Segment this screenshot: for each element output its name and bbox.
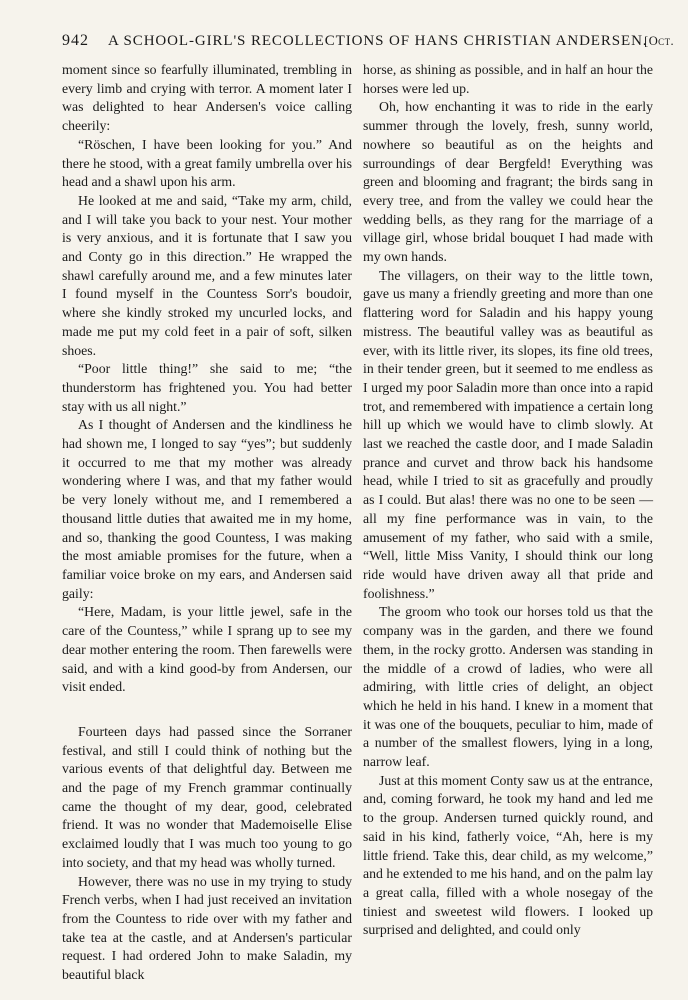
- running-header: [62, 32, 678, 54]
- paragraph: As I thought of Andersen and the kindliness he had shown me, I longed to say “yes”; but suddenly it occurred to me that my mother was already wondering where I was, and that my father would be very lonely without me, and I remembered a thousand little duties that awaited me in my home, and so, thanking the good Countess, I was making the most amiable promises for the future, when a familiar voice broke on my ears, and Andersen said gaily:: [62, 417, 352, 601]
- paragraph: The groom who took our horses told us that the company was in the garden, and there we found them, in the rocky grotto. Andersen was standing in the middle of a crowd of ladies, who were all admiring, with little cries of delight, an object which he held in his hand. I knew in a moment that it was one of the bouquets, peculiar to him, made of a number of the smallest flowers, lying in a long, narrow leaf.: [363, 604, 653, 770]
- left-column: [62, 61, 352, 985]
- paragraph: moment since so fearfully illuminated, trembling in every limb and crying with terror. A moment later I was delighted to hear Andersen's voice calling cheerily:: [62, 62, 352, 134]
- paragraph: He looked at me and said, “Take my arm, child, and I will take you back to your nest. Your mother is very anxious, and it is fortunate that I saw you and Conty go in this direction.” He wrapped the shawl carefully around me, and a few minutes later I found myself in the Countess Sorr's boudoir, where she kindly stroked my uncurled locks, and made me put my cold feet in a pair of soft, silken shoes.: [62, 192, 352, 358]
- paragraph: “Poor little thing!” she said to me; “the thunderstorm has frightened you. You had better stay with us all night.”: [62, 361, 352, 414]
- right-column: [363, 61, 653, 940]
- paragraph: Just at this moment Conty saw us at the entrance, and, coming forward, he took my hand and led me to the group. Andersen turned quickly round, and said in his kind, fatherly voice, “Ah, here is my little friend. Take this, dear child, as my welcome,” and he extended to me his hand, and on the palm lay a great calla, filled with a whole nosegay of the tiniest and sweetest wild flowers. I looked up surprised and delighted, and could only: [363, 772, 653, 938]
- paragraph: Fourteen days had passed since the Sorraner festival, and still I could think of nothing but the various events of that delightful day. Between me and the page of my French grammar continually came the thought of my dear, good, celebrated friend. It was no wonder that Mademoiselle Elise exclaimed loudly that I was much too young to go into society, and that my head was wholly turned.: [62, 723, 352, 870]
- page-number: 942: [62, 32, 89, 49]
- paragraph: horse, as shining as possible, and in half an hour the horses were led up.: [363, 62, 653, 96]
- issue-month: [Oct.: [644, 34, 674, 48]
- paragraph: However, there was no use in my trying to study French verbs, when I had just received an invitation from the Countess to ride over with my father and take tea at the castle, and at Andersen's particular request. I had ordered John to make Saladin, my beautiful black: [62, 873, 352, 983]
- paragraph: “Röschen, I have been looking for you.” And there he stood, with a great family umbrella over his head and a shawl upon his arm.: [62, 136, 352, 190]
- paragraph: “Here, Madam, is your little jewel, safe in the care of the Countess,” while I sprang up to see my dear mother entering the room. Then farewells were said, and with a kind good-by from Andersen, our visit ended.: [62, 604, 352, 695]
- paragraph: Oh, how enchanting it was to ride in the early summer through the lovely, fresh, sunny world, nowhere so beautiful as on the heights and surroundings of dear Bergfeld! Everything was green and blooming and fragrant; the birds sang in every tree, and from the valley we could hear the wedding bells, as they rang for the marriage of a village girl, whose bridal bouquet I had made with my own hands.: [363, 99, 653, 265]
- running-title: A SCHOOL-GIRL'S RECOLLECTIONS OF HANS CHRISTIAN ANDERSEN.: [108, 33, 648, 49]
- paragraph: The villagers, on their way to the little town, gave us many a friendly greeting and more than one flattering word for Saladin and his happy young mistress. The beautiful valley was as beautiful as ever, with its little river, its slopes, its fine old trees, in their tender green, but it seemed to me endless as I urged my poor Saladin more than once into a rapid trot, and remembered with impatience a certain long hill up which we would have to climb slowly. At last we reached the castle door, and I made Saladin prance and curvet and throw back his handsome head, while I tried to sit as gracefully and proudly as I could. But alas! there was no one to be seen — all my fine performance was in vain, to the amusement of my father, who said with a smile, “Well, little Miss Vanity, I should think our long ride would have driven away all that pride and foolishness.”: [363, 267, 653, 601]
